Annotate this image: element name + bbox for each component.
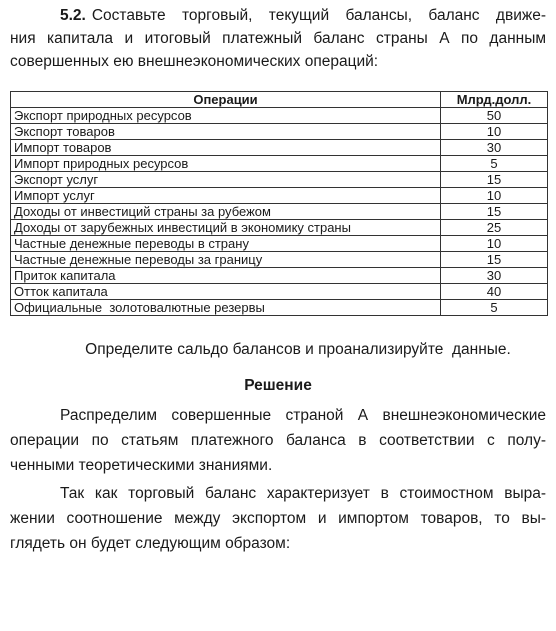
amount-cell: 15 bbox=[441, 252, 548, 268]
solution-heading: Решение bbox=[244, 377, 312, 394]
operation-cell: Импорт услуг bbox=[11, 188, 441, 204]
paragraph-line: жении соотношение между экспортом и импортом товаров, то вы- bbox=[10, 510, 546, 527]
paragraph-line: Так как торговый баланс характеризует в стоимостном выра- bbox=[60, 485, 546, 502]
operation-cell: Экспорт природных ресурсов bbox=[11, 108, 441, 124]
table-row bbox=[11, 140, 548, 156]
amount-cell: 10 bbox=[441, 188, 548, 204]
operation-cell: Импорт природных ресурсов bbox=[11, 156, 441, 172]
header-operation: Операции bbox=[11, 92, 441, 108]
amount-cell: 15 bbox=[441, 204, 548, 220]
table-row bbox=[11, 108, 548, 124]
table-row bbox=[11, 284, 548, 300]
solution-paragraph-2 bbox=[10, 481, 546, 556]
amount-cell: 10 bbox=[441, 124, 548, 140]
task-line-3: совершенных ею внешнеэкономических операций: bbox=[10, 53, 379, 70]
operation-cell: Приток капитала bbox=[11, 268, 441, 284]
paragraph-line: операции по статьям платежного баланса в соответствии с полу- bbox=[10, 432, 546, 449]
table-row bbox=[11, 220, 548, 236]
operations-table bbox=[10, 91, 548, 316]
operation-cell: Частные денежные переводы за границу bbox=[11, 252, 441, 268]
paragraph-line: ченными теоретическими знаниями. bbox=[10, 457, 273, 474]
table-row bbox=[11, 236, 548, 252]
amount-cell: 30 bbox=[441, 140, 548, 156]
operation-cell: Доходы от зарубежных инвестиций в экономику страны bbox=[11, 220, 441, 236]
task-line-2: ния капитала и итоговый платежный баланс страны А по данным bbox=[10, 30, 546, 47]
amount-cell: 5 bbox=[441, 300, 548, 316]
amount-cell: 10 bbox=[441, 236, 548, 252]
operation-cell: Частные денежные переводы в страну bbox=[11, 236, 441, 252]
operation-cell: Экспорт товаров bbox=[11, 124, 441, 140]
paragraph-line: Распределим совершенные страной А внешнеэкономические bbox=[60, 407, 546, 424]
table-row bbox=[11, 300, 548, 316]
amount-cell: 5 bbox=[441, 156, 548, 172]
table-row bbox=[11, 124, 548, 140]
operation-cell: Отток капитала bbox=[11, 284, 441, 300]
table-row bbox=[11, 188, 548, 204]
amount-cell: 30 bbox=[441, 268, 548, 284]
task-question: Определите сальдо балансов и проанализируйте данные. bbox=[85, 341, 511, 358]
operation-cell: Импорт товаров bbox=[11, 140, 441, 156]
amount-cell: 40 bbox=[441, 284, 548, 300]
table-row bbox=[11, 204, 548, 220]
table-row bbox=[11, 268, 548, 284]
header-amount: Млрд.долл. bbox=[441, 92, 548, 108]
operation-cell: Экспорт услуг bbox=[11, 172, 441, 188]
task-number: 5.2. bbox=[60, 7, 86, 24]
operation-cell: Доходы от инвестиций страны за рубежом bbox=[11, 204, 441, 220]
table-row bbox=[11, 156, 548, 172]
table-row bbox=[11, 172, 548, 188]
operation-cell: Официальные золотовалютные резервы bbox=[11, 300, 441, 316]
task-statement bbox=[10, 4, 546, 73]
amount-cell: 15 bbox=[441, 172, 548, 188]
amount-cell: 50 bbox=[441, 108, 548, 124]
solution-paragraph-1 bbox=[10, 403, 546, 478]
task-line-1: 5.2. Составьте торговый, текущий балансы, баланс движе- bbox=[60, 7, 546, 24]
amount-cell: 25 bbox=[441, 220, 548, 236]
table-header-row bbox=[11, 92, 548, 108]
table-row bbox=[11, 252, 548, 268]
paragraph-line: глядеть он будет следующим образом: bbox=[10, 535, 291, 552]
